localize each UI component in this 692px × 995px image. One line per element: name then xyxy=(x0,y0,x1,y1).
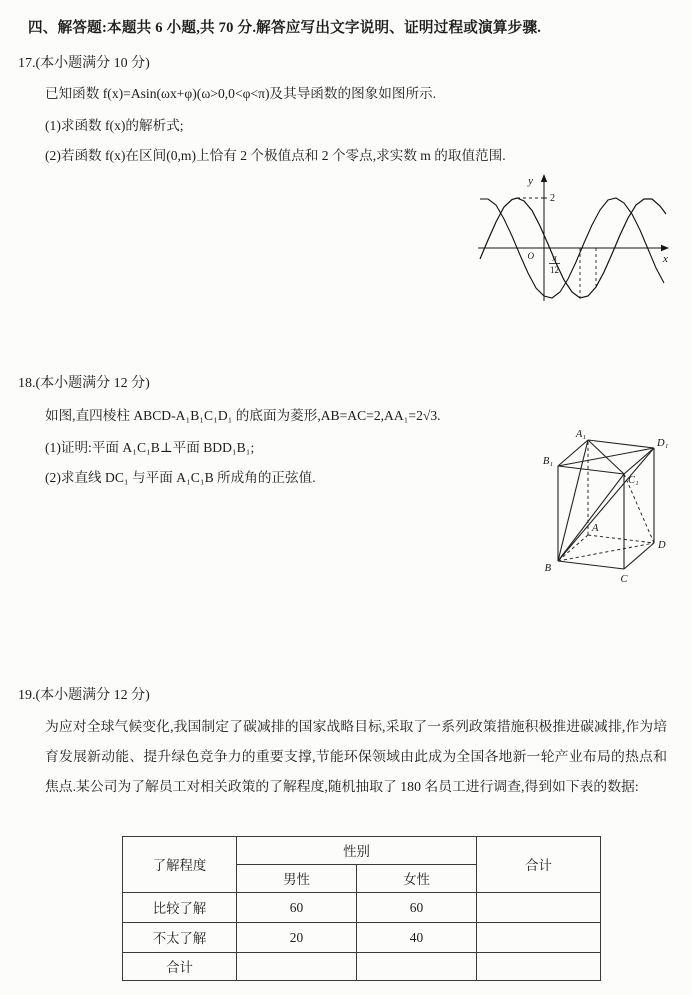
origin-label: O xyxy=(527,251,534,261)
problem-17-graph xyxy=(472,170,672,306)
problem-18-line-3: (2)求直线 DC₁ 与平面 A₁C₁B 所成角的正弦值. xyxy=(45,470,316,485)
problem-17-line-1: 已知函数 f(x)=Asin(ωx+φ)(ω>0,0<φ<π)及其导函数的图象如图所示. xyxy=(45,86,437,101)
table-header-female: 女性 xyxy=(357,865,477,893)
cell-male: 60 xyxy=(237,893,357,923)
edge-a-d xyxy=(588,535,654,543)
cell-male xyxy=(237,953,357,981)
vertex-label-a1: A₁ xyxy=(575,429,586,440)
problem-19-title: 19.(本小题满分 12 分) xyxy=(18,688,150,703)
edge-c1-d1 xyxy=(624,448,654,474)
cell-total xyxy=(477,953,601,981)
problem-18-title: 18.(本小题满分 12 分) xyxy=(18,376,150,391)
x-tick-frac-denominator: 12 xyxy=(550,265,559,275)
edge-d1-a1 xyxy=(588,440,654,448)
edge-a-b xyxy=(558,535,588,561)
cell-total xyxy=(477,923,601,953)
table-header-total: 合计 xyxy=(477,837,601,893)
vertex-label-d1: D₁ xyxy=(657,438,668,449)
problem-18-line-1: 如图,直四棱柱 ABCD-A₁B₁C₁D₁ 的底面为菱形,AB=AC=2,AA₁=2√3. xyxy=(45,408,441,423)
x-axis-arrow-icon xyxy=(661,245,669,251)
section-header: 四、解答题:本题共 6 小题,共 70 分.解答应写出文字说明、证明过程或演算步骤. xyxy=(28,20,542,36)
table-header-male: 男性 xyxy=(237,865,357,893)
table-header-gender: 性别 xyxy=(237,837,477,865)
cell-female: 60 xyxy=(357,893,477,923)
edge-a1-b1 xyxy=(558,440,588,466)
cell-total xyxy=(477,893,601,923)
diagonal-b1-d1 xyxy=(558,448,654,466)
edge-c-d xyxy=(624,543,654,569)
edge-b-c xyxy=(558,561,624,569)
x-axis-label: x xyxy=(663,253,668,265)
problem-19-paragraph: 为应对全球气候变化,我国制定了碳减排的国家战略目标,采取了一系列政策措施积极推进碳减排,作为培育发展新动能、提升绿色竞争力的重要支撑,节能环保领域由此成为全国各地新一轮产业布局的热点和焦点.某公司为了解员工对相关政策的了解程度,随机抽取了 180 名员工进行调查,得到如下表的数据: xyxy=(45,719,667,794)
table-row xyxy=(123,953,601,981)
vertex-label-b1: B₁ xyxy=(542,456,553,467)
y-axis-arrow-icon xyxy=(541,174,547,182)
cell-male: 20 xyxy=(237,923,357,953)
survey-table xyxy=(122,836,601,981)
diagonal-b-d xyxy=(558,543,654,561)
row-label: 合计 xyxy=(123,953,237,981)
vertex-label-d: D xyxy=(658,540,666,551)
table-row xyxy=(123,923,601,953)
cell-female xyxy=(357,953,477,981)
line-b-c1 xyxy=(558,474,624,561)
table-header-row-1 xyxy=(123,837,601,865)
vertex-label-a: A xyxy=(592,523,599,534)
vertex-label-c1: C₁ xyxy=(628,475,639,486)
problem-18-figure xyxy=(536,428,668,586)
problem-18-line-2: (1)证明:平面 A₁C₁B⊥平面 BDD₁B₁; xyxy=(45,440,255,455)
problem-17-line-2: (1)求函数 f(x)的解析式; xyxy=(45,118,184,133)
edge-b1-c1 xyxy=(558,466,624,474)
x-tick-frac-numerator: π xyxy=(552,253,557,263)
problem-17-title: 17.(本小题满分 10 分) xyxy=(18,56,150,71)
table-row xyxy=(123,893,601,923)
prism-solid-edges xyxy=(558,440,654,569)
y-tick-label-2: 2 xyxy=(550,193,555,204)
table-header-degree: 了解程度 xyxy=(123,837,237,893)
vertex-label-c: C xyxy=(620,574,628,585)
vertex-label-b: B xyxy=(544,563,551,574)
problem-17-line-3: (2)若函数 f(x)在区间(0,m)上恰有 2 个极值点和 2 个零点,求实数 m 的取值范围. xyxy=(45,148,506,163)
y-axis-label: y xyxy=(528,175,533,187)
row-label: 比较了解 xyxy=(123,893,237,923)
cell-female: 40 xyxy=(357,923,477,953)
row-label: 不太了解 xyxy=(123,923,237,953)
